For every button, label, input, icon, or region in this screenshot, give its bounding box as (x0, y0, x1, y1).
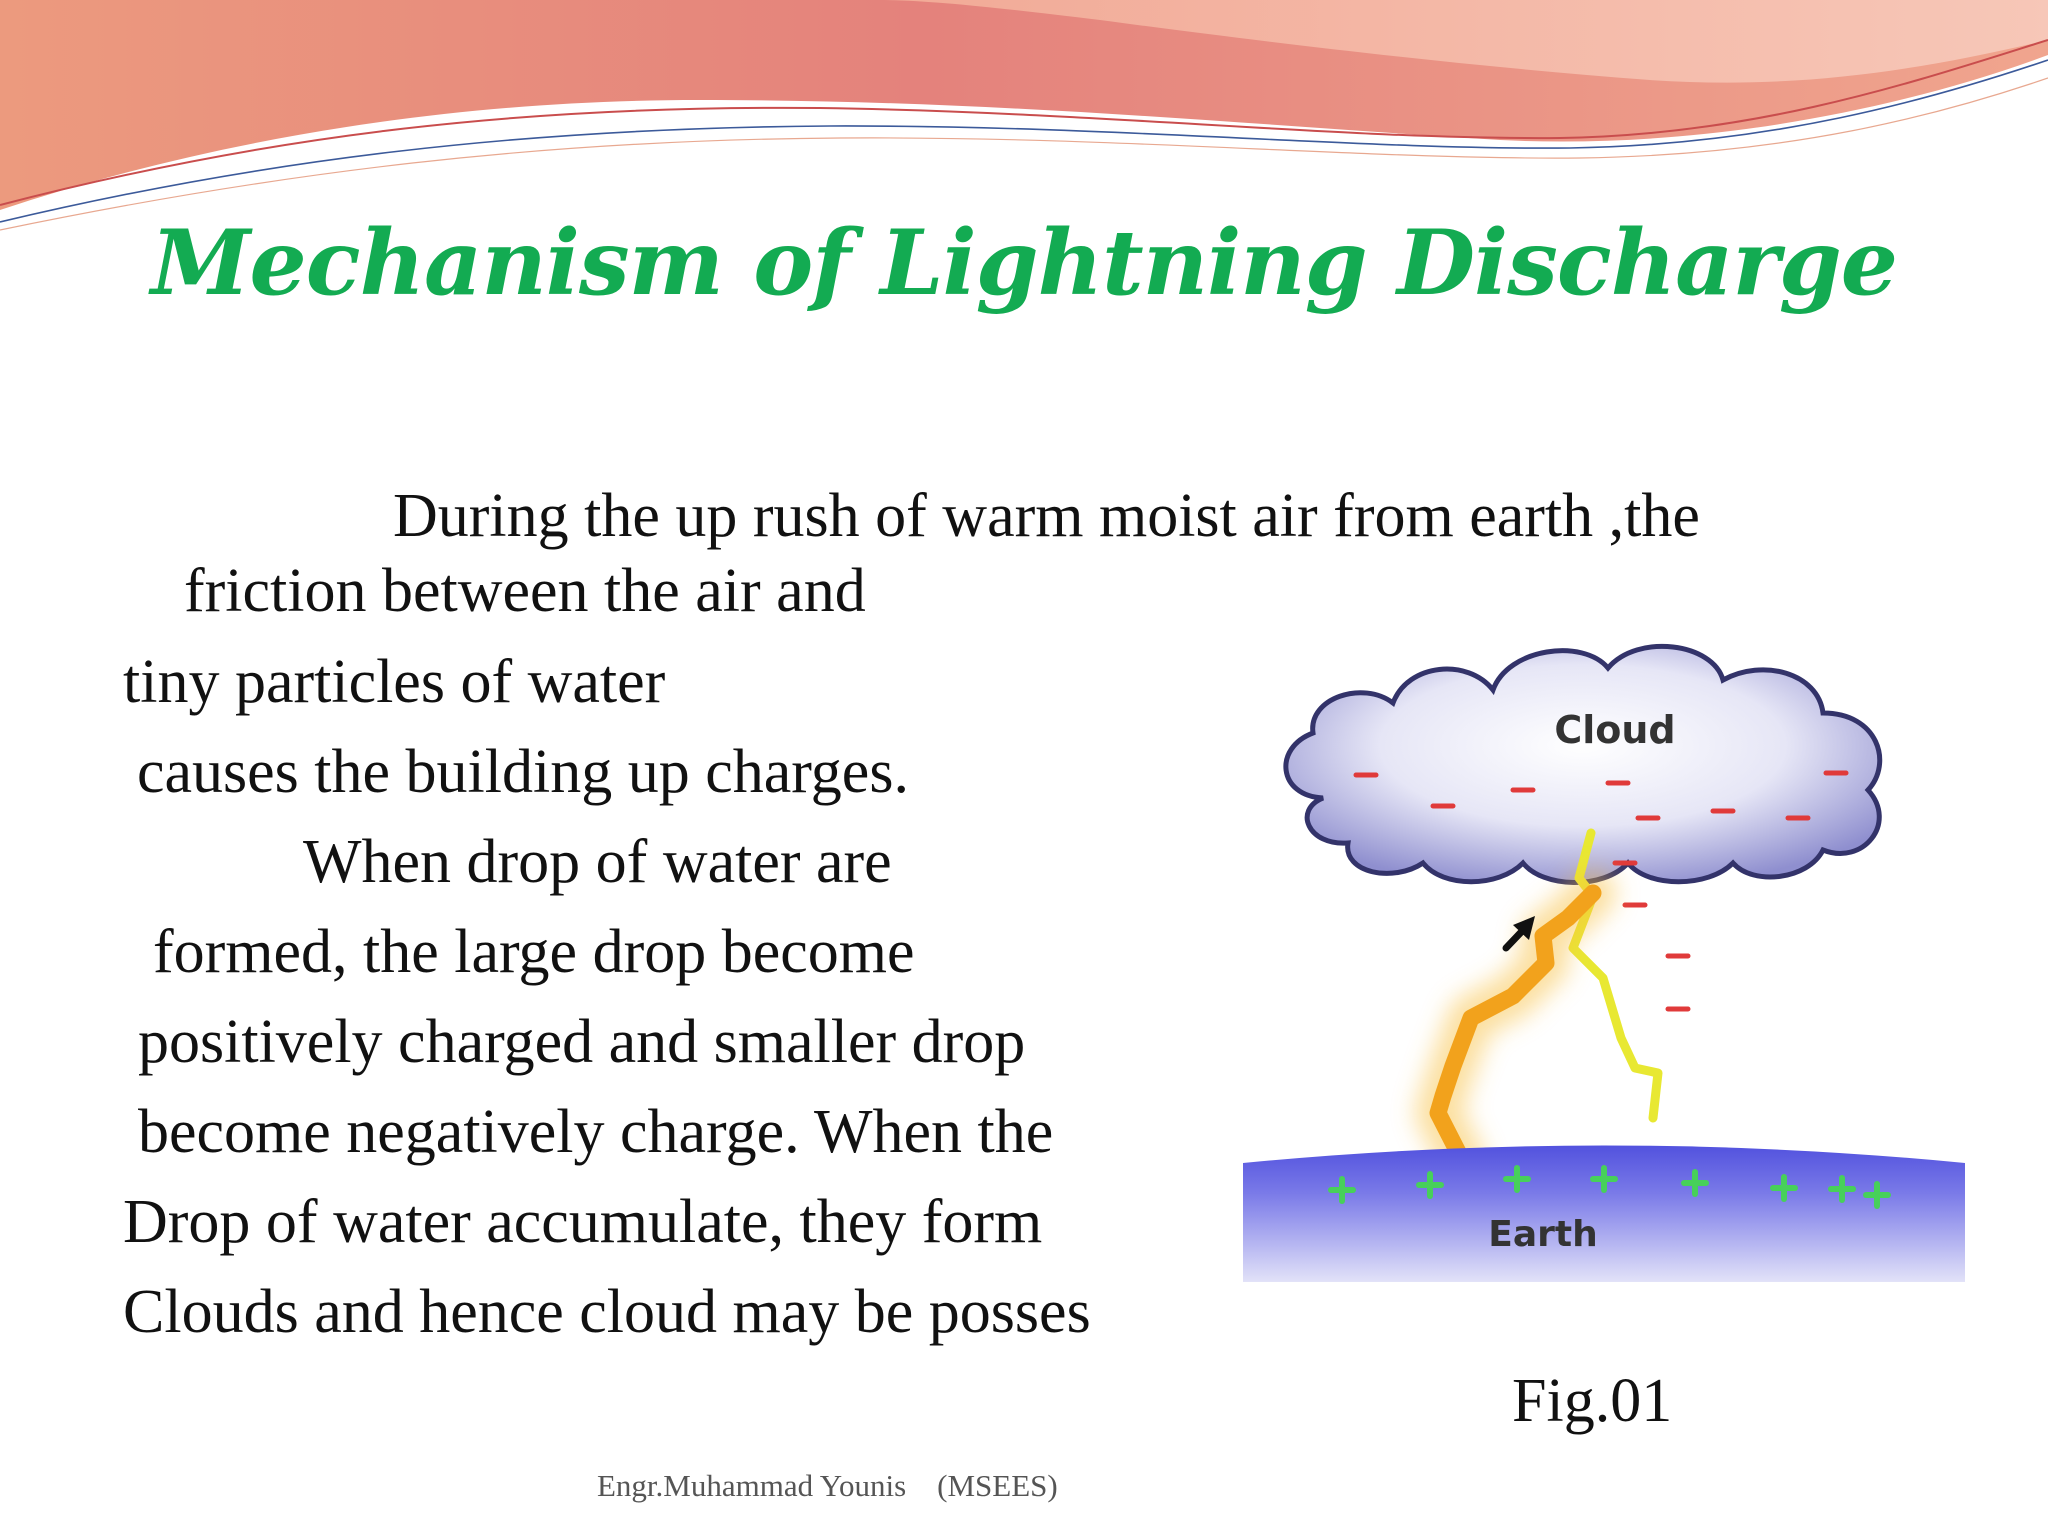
body-line-4: causes the building up charges. (137, 738, 909, 806)
body-line-7: positively charged and smaller drop (138, 1008, 1026, 1076)
body-line-2: friction between the air and (184, 557, 866, 625)
body-line-6: formed, the large drop become (153, 918, 915, 986)
body-line-3: tiny particles of water (123, 648, 666, 716)
lightning-figure (1243, 618, 1965, 1282)
body-line-9: Drop of water accumulate, they form (123, 1188, 1043, 1256)
body-line-8: become negatively charge. When the (138, 1098, 1054, 1166)
figure-caption: Fig.01 (1512, 1367, 1673, 1435)
cloud-label: Cloud (1554, 708, 1676, 752)
body-line-1: During the up rush of warm moist air from earth ,the (393, 482, 1700, 550)
earth-label: Earth (1488, 1214, 1598, 1255)
body-line-5: When drop of water are (303, 828, 892, 896)
decorative-wave-banner (0, 0, 2048, 240)
body-line-10: Clouds and hence cloud may be posses (123, 1278, 1091, 1346)
slide-title: Mechanism of Lightning Discharge (150, 210, 1898, 316)
footer-author: Engr.Muhammad Younis (MSEES) (597, 1468, 1058, 1503)
